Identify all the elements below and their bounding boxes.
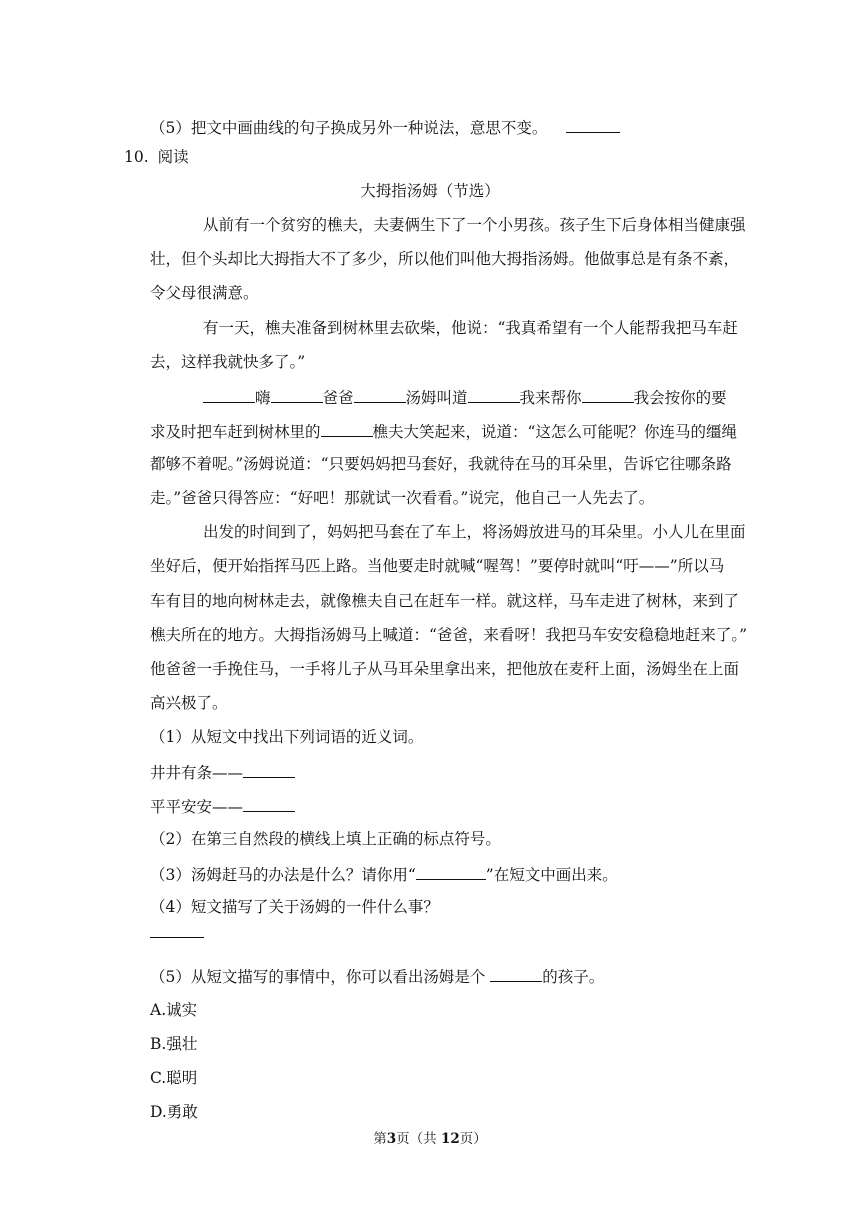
- p3-line-4: 走。”爸爸只得答应：“好吧！那就试一次看看。”说完，他自己一人先去了。: [150, 489, 655, 507]
- p4-line-5: 他爸爸一手挽住马，一手将儿子从马耳朵里拿出来，把他放在麦秆上面，汤姆坐在上面: [150, 660, 740, 678]
- p1-line-1: 从前有一个贫穷的樵夫，夫妻俩生下了一个小男孩。孩子生下后身体相当健康强: [203, 216, 746, 234]
- p1-line-3: 令父母很满意。: [150, 284, 259, 302]
- p3-line-3: 都够不着呢。”汤姆说道：“只要妈妈把马套好，我就待在马的耳朵里，告诉它往哪条路: [150, 455, 732, 473]
- option-a[interactable]: A.诚实: [150, 1001, 198, 1019]
- answer-blank[interactable]: [566, 116, 620, 133]
- punctuation-blank[interactable]: [321, 420, 373, 437]
- p3-line-1: 嗨 爸爸 汤姆叫道 我来帮你 我会按你的要: [203, 386, 727, 408]
- q10-heading: 10. 阅读: [124, 148, 189, 166]
- sub-question-2: （2）在第三自然段的横线上填上正确的标点符号。: [150, 830, 501, 848]
- q9-sub5: （5）把文中画曲线的句子换成另外一种说法，意思不变。: [150, 116, 620, 138]
- synonym-2: 平平安安——: [150, 795, 295, 817]
- underline-sample: [416, 863, 486, 880]
- option-b[interactable]: B.强壮: [150, 1035, 198, 1053]
- answer-blank[interactable]: [243, 795, 295, 812]
- p2-line-2: 去，这样我就快多了。”: [150, 353, 306, 371]
- page-footer: 第3页（共 12页）: [373, 1131, 487, 1147]
- p3-line-2: 求及时把车赶到树林里的 樵夫大笑起来，说道：“这怎么可能呢？你连马的缰绳: [150, 420, 737, 442]
- total-pages: 12: [440, 1131, 460, 1147]
- sub-question-3: （3）汤姆赶马的办法是什么？请你用“ ”在短文中画出来。: [150, 863, 618, 885]
- punctuation-blank[interactable]: [582, 386, 634, 403]
- punctuation-blank[interactable]: [203, 386, 255, 403]
- sub-question-1: （1）从短文中找出下列词语的近义词。: [150, 728, 424, 746]
- punctuation-blank[interactable]: [468, 386, 520, 403]
- synonym-1: 井井有条——: [150, 761, 295, 783]
- answer-blank[interactable]: [150, 921, 204, 938]
- punctuation-blank[interactable]: [354, 386, 406, 403]
- p4-line-4: 樵夫所在的地方。大拇指汤姆马上喊道：“爸爸，来看呀！我把马车安安稳稳地赶来了。”: [150, 626, 748, 644]
- answer-blank[interactable]: [490, 965, 542, 982]
- p2-line-1: 有一天，樵夫准备到树林里去砍柴，他说：“我真希望有一个人能帮我把马车赶: [203, 319, 738, 337]
- option-d[interactable]: D.勇敢: [150, 1103, 198, 1121]
- page-number: 3: [386, 1131, 397, 1147]
- p4-line-3: 车有目的地向树林走去，就像樵夫自己在赶车一样。就这样，马车走进了树林，来到了: [150, 592, 740, 610]
- p4-line-6: 高兴极了。: [150, 694, 228, 712]
- sub-question-5: （5）从短文描写的事情中，你可以看出汤姆是个 的孩子。: [150, 965, 604, 987]
- p4-line-1: 出发的时间到了，妈妈把马套在了车上，将汤姆放进马的耳朵里。小人儿在里面: [203, 523, 746, 541]
- sub4-answer-line: [150, 921, 204, 943]
- passage-title: 大拇指汤姆（节选）: [360, 182, 500, 200]
- punctuation-blank[interactable]: [271, 386, 323, 403]
- sub-question-4: （4）短文描写了关于汤姆的一件什么事？: [150, 898, 439, 916]
- option-c[interactable]: C.聪明: [150, 1069, 198, 1087]
- p1-line-2: 壮，但个头却比大拇指大不了多少，所以他们叫他大拇指汤姆。他做事总是有条不紊，: [150, 250, 740, 268]
- answer-blank[interactable]: [243, 761, 295, 778]
- p4-line-2: 坐好后，便开始指挥马匹上路。当他要走时就喊“喔驾！”要停时就叫“吁——”所以马: [150, 557, 725, 575]
